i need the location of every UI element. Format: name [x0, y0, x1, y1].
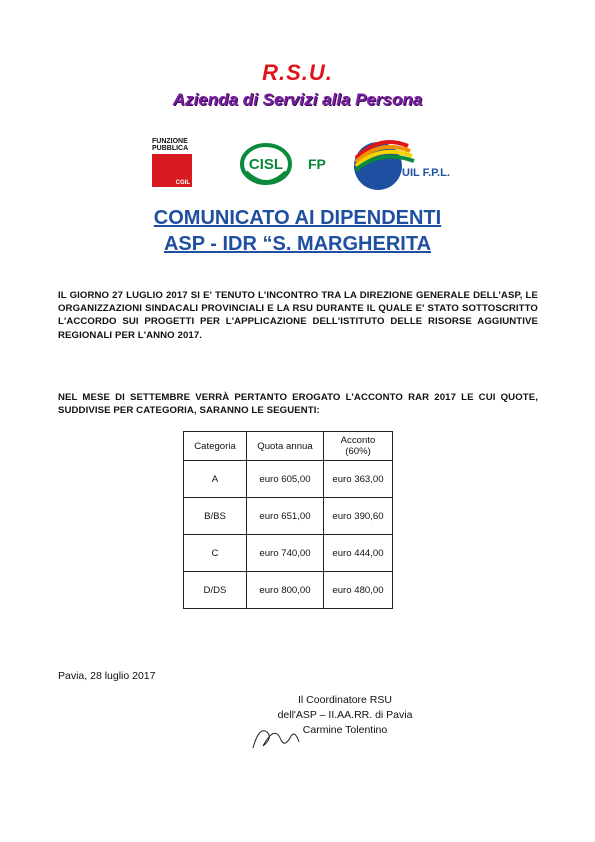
header-categoria: Categoria [184, 432, 247, 461]
quota-table [183, 431, 393, 609]
cgil-red-square [152, 154, 192, 187]
table-row [184, 498, 393, 535]
cell-quota: euro 740,00 [247, 535, 324, 572]
cell-categoria: C [184, 535, 247, 572]
signer-role: Il Coordinatore RSU [298, 694, 392, 706]
cell-categoria: D/DS [184, 572, 247, 609]
signer-name: Carmine Tolentino [302, 724, 388, 736]
cell-acconto: euro 363,00 [324, 461, 393, 498]
rsu-title: R.S.U. [262, 60, 333, 85]
signer-organization: dell'ASP – II.AA.RR. di Pavia [277, 709, 413, 721]
document-date: Pavia, 28 luglio 2017 [58, 670, 156, 682]
rsu-subtitle: Azienda di Servizi alla Persona [172, 90, 423, 109]
cell-categoria: B/BS [184, 498, 247, 535]
cell-acconto: euro 390,60 [324, 498, 393, 535]
cell-categoria: A [184, 461, 247, 498]
table-row [184, 461, 393, 498]
cell-quota: euro 605,00 [247, 461, 324, 498]
cisl-logo-text: CISL [248, 156, 284, 173]
communique-title [0, 205, 595, 257]
communique-title-line1: COMUNICATO AI DIPENDENTI [153, 207, 442, 229]
cgil-logo-line2: PUBBLICA [152, 145, 189, 152]
cell-quota: euro 800,00 [247, 572, 324, 609]
cell-quota: euro 651,00 [247, 498, 324, 535]
table-row [184, 535, 393, 572]
communique-title-line2: ASP - IDR “S. MARGHERITA [163, 233, 432, 255]
cgil-logo-line1: FUNZIONE [152, 138, 188, 145]
cell-acconto: euro 444,00 [324, 535, 393, 572]
cisl-logo-suffix: FP [308, 156, 326, 172]
header-acconto: Acconto (60%) [324, 432, 393, 461]
header-quota-annua: Quota annua [247, 432, 324, 461]
cgil-logo [152, 138, 204, 194]
uil-logo-text: UIL F.P.L. [402, 167, 450, 179]
table-row [184, 572, 393, 609]
cgil-mark: CGIL [175, 180, 190, 186]
handwritten-signature [245, 718, 315, 758]
paragraph-agreement: IL GIORNO 27 LUGLIO 2017 SI E' TENUTO L'INCONTRO TRA LA DIREZIONE GENERALE DELL'ASP, LE ORGANIZZAZIONI SINDACALI PROVINCIALI E LA RSU DURANTE IL QUALE E' STATO SOTTOSCRITTO L'ACCORDO SUI PROGETTI PER L'APPLICAZIONE DELL'ISTITUTO DELLE RISORSE AGGIUNTIVE REGIONALI PER L'ANNO 2017. [58, 290, 538, 341]
cell-acconto: euro 480,00 [324, 572, 393, 609]
paragraph-payment: NEL MESE DI SETTEMBRE VERRÀ PERTANTO EROGATO L'ACCONTO RAR 2017 LE CUI QUOTE, SUDDIVISE PER CATEGORIA, SARANNO LE SEGUENTI: [58, 392, 538, 417]
table-header-row [184, 432, 393, 461]
uil-fpl-logo [350, 132, 450, 194]
cisl-fp-logo [238, 142, 334, 190]
